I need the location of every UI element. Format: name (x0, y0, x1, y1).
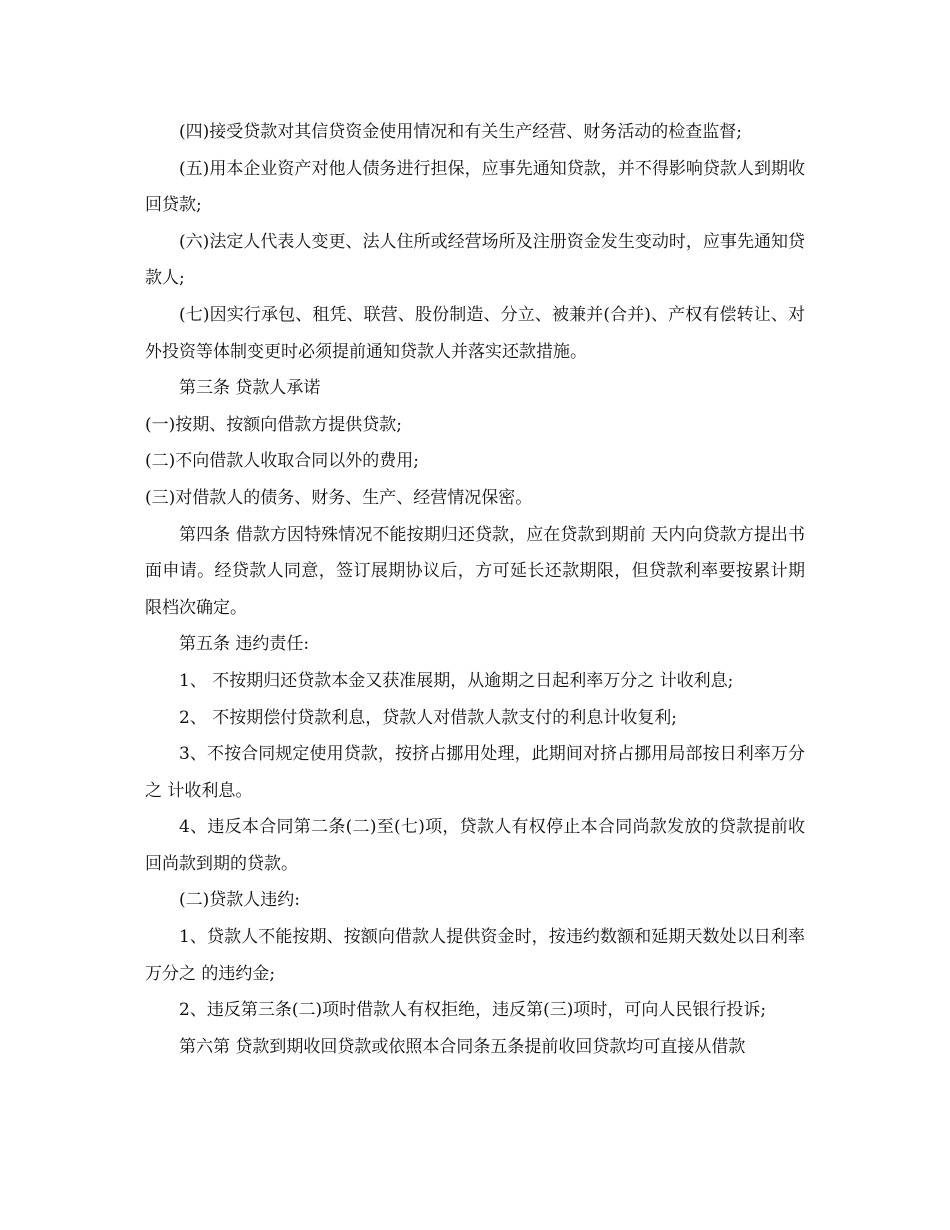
article-3-item-2: (二)不向借款人收取合同以外的费用; (145, 451, 419, 472)
article-5-item-2: 2、 不按期偿付贷款利息，贷款人对借款人款支付的利息计收复利; (179, 707, 677, 728)
article-3-item-1: (一)按期、按额向借款方提供贷款; (145, 414, 402, 435)
article-3-item-3: (三)对借款人的债务、财务、生产、经营情况保密。 (145, 487, 533, 508)
article-6-text: 第六第 贷款到期收回贷款或依照本合同条五条提前收回贷款均可直接从借款 (179, 1036, 746, 1057)
article-5-item-3: 3、不按合同规定使用贷款，按挤占挪用处理，此期间对挤占挪用局部按日利率万分之 计收利息。 (145, 744, 805, 801)
paragraph-5-guarantee: (五)用本企业资产对他人债务进行担保，应事先通知贷款，并不得影响贷款人到期收回贷款; (145, 158, 805, 216)
paragraph-4-inspection: (四)接受贷款对其信贷资金使用情况和有关生产经营、财务活动的检查监督; (179, 122, 742, 142)
article-5-item-1: 1、 不按期归还贷款本金又获准展期，从逾期之日起利率万分之 计收利息; (179, 670, 734, 691)
article-4-extension: 第四条 借款方因特殊情况不能按期归还贷款，应在贷款到期前 天内向贷款方提出书面申请。经贷款人同意，签订展期协议后，方可延长还款期限，但贷款利率要按累计期限档次确定。 (145, 524, 805, 618)
article-5-heading: 第五条 违约责任: (179, 634, 310, 655)
lender-breach-item-1: 1、贷款人不能按期、按额向借款人提供资金时，按违约数额和延期天数处以日利率万分之 的违约金; (145, 927, 805, 984)
document-page (145, 114, 805, 1065)
article-5-item-4: 4、违反本合同第二条(二)至(七)项，贷款人有权停止本合同尚款发放的贷款提前收回尚款到期的贷款。 (145, 817, 805, 874)
paragraph-7-restructuring: (七)因实行承包、租凭、联营、股份制造、分立、被兼并(合并)、产权有偿转让、对外投资等体制变更时必须提前通知贷款人并落实还款措施。 (145, 304, 805, 362)
lender-breach-heading: (二)贷款人违约: (179, 890, 300, 911)
paragraph-6-change-notice: (六)法定人代表人变更、法人住所或经营场所及注册资金发生变动时，应事先通知贷款人; (145, 231, 805, 289)
article-3-heading: 第三条 贷款人承诺 (179, 378, 321, 399)
lender-breach-item-2: 2、违反第三条(二)项时借款人有权拒绝，违反第(三)项时，可向人民银行投诉; (179, 1000, 767, 1021)
